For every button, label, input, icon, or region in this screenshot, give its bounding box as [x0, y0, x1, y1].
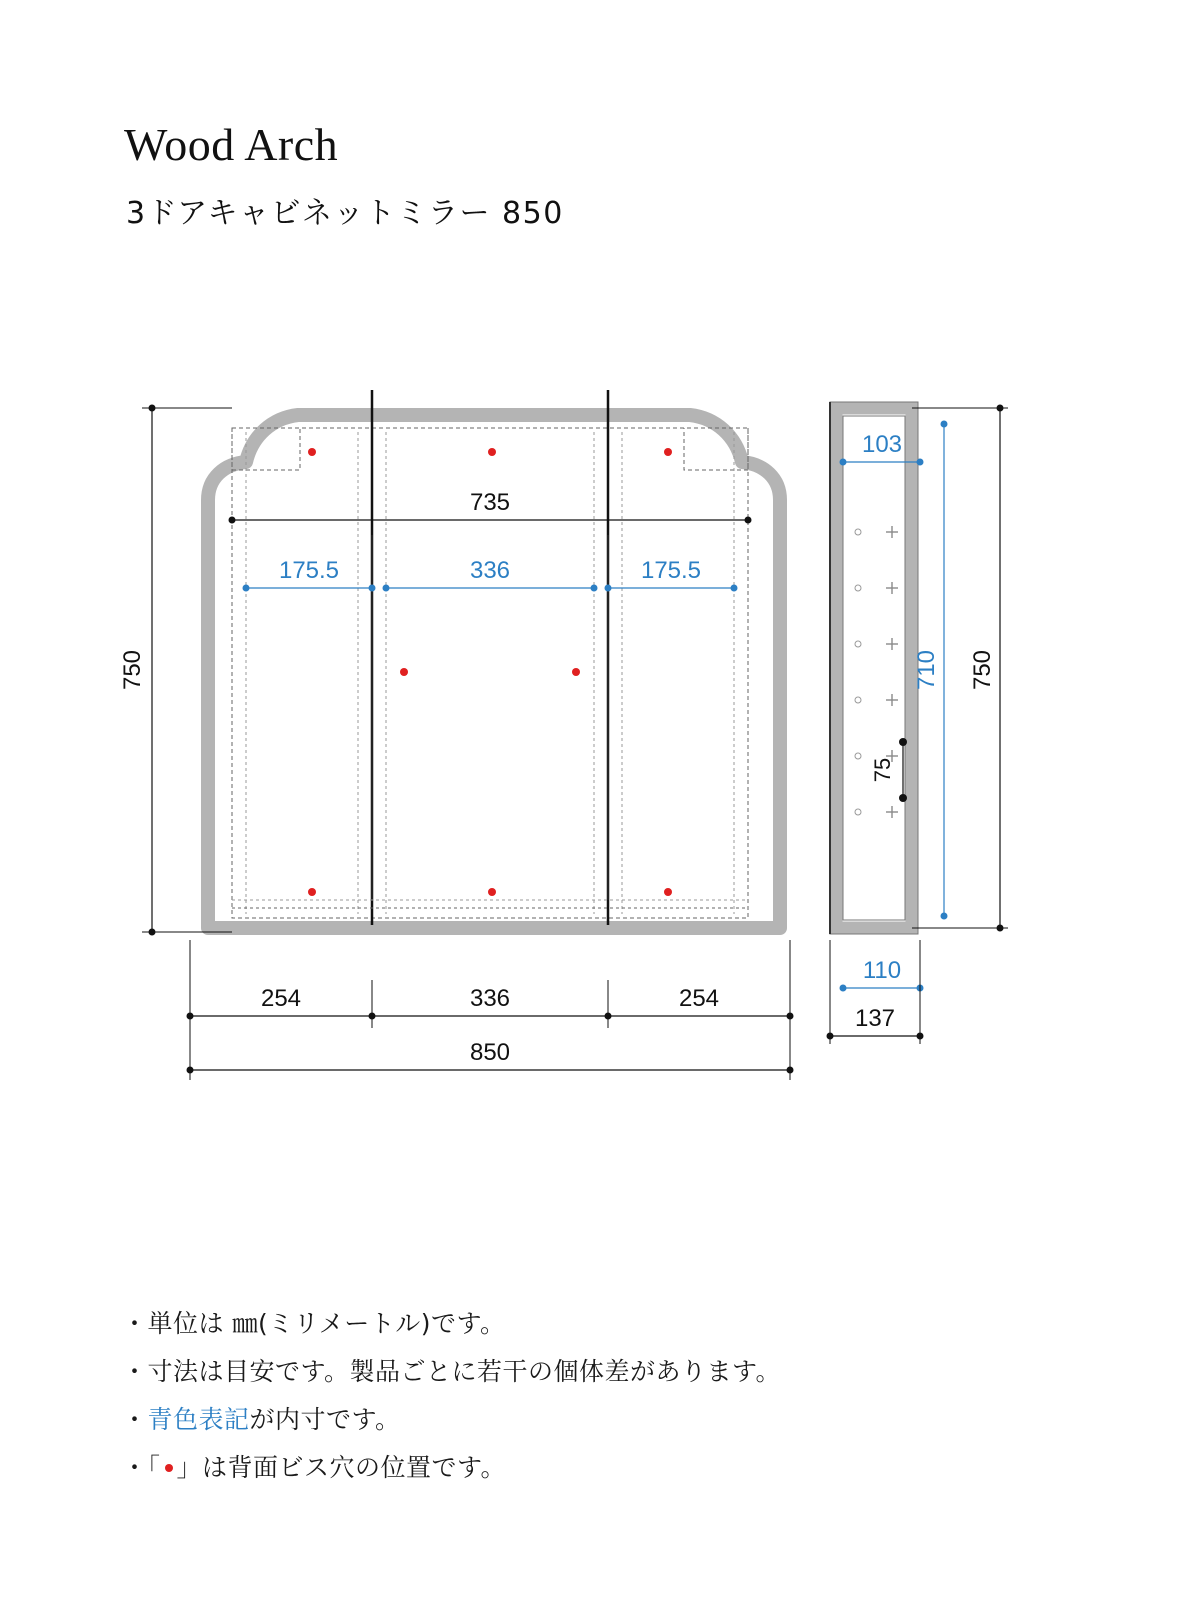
note-screw-post: 」は背面ビス穴の位置です。 — [176, 1453, 507, 1482]
screw-hole — [572, 668, 580, 676]
dim-endpoint — [243, 585, 250, 592]
dim-endpoint — [899, 794, 907, 802]
side-view-group — [827, 402, 1009, 1044]
note-unit: ・単位は ㎜(ミリメートル)です。 — [122, 1309, 506, 1338]
dim-endpoint — [591, 585, 598, 592]
cabinet-body-placeholder — [205, 409, 782, 928]
screw-hole — [400, 668, 408, 676]
dim-label-inner-depth-top: 103 — [861, 431, 903, 458]
page-title: Wood Arch — [124, 119, 339, 170]
page-subtitle: 3ドアキャビネットミラー 850 — [126, 196, 564, 231]
note-blue-rest: が内寸です。 — [249, 1405, 401, 1434]
side-cabinet-outline — [836, 408, 912, 928]
notes-block — [122, 1300, 781, 1492]
shelf-pin-hole — [855, 753, 861, 759]
note-screw-pre: ・「 — [122, 1453, 161, 1482]
note-screw-hole — [122, 1444, 781, 1492]
dim-endpoint — [731, 585, 738, 592]
dim-label-door-inner-right: 175.5 — [640, 557, 702, 584]
dim-label-door-outer-right: 254 — [678, 985, 720, 1012]
note-tolerance: ・寸法は目安です。製品ごとに若干の個体差があります。 — [122, 1357, 782, 1386]
dim-label-door-inner-center: 336 — [469, 557, 511, 584]
dim-label-door-outer-left: 254 — [260, 985, 302, 1012]
dim-endpoint — [745, 517, 752, 524]
dim-endpoint — [899, 738, 907, 746]
dim-endpoint — [917, 459, 924, 466]
dim-endpoint — [187, 1067, 194, 1074]
screw-hole — [488, 888, 496, 896]
dim-endpoint — [149, 405, 156, 412]
screw-hole — [664, 888, 672, 896]
shelf-pin-hole — [855, 641, 861, 647]
screw-hole — [308, 888, 316, 896]
dim-endpoint — [383, 585, 390, 592]
dim-endpoint — [369, 585, 376, 592]
note-blue-inner — [122, 1396, 781, 1444]
dim-endpoint — [941, 913, 948, 920]
dim-endpoint — [149, 929, 156, 936]
dim-endpoint — [605, 585, 612, 592]
dim-endpoint — [941, 421, 948, 428]
note-blue-highlight: 青色表記 — [147, 1405, 250, 1434]
screw-hole — [308, 448, 316, 456]
dim-label-inner-height: 710 — [913, 649, 940, 691]
dim-label-door-inner-left: 175.5 — [278, 557, 340, 584]
dim-label-side-total-height: 750 — [969, 649, 996, 691]
shelf-pin-hole — [855, 697, 861, 703]
dim-label-inner-depth-bottom: 110 — [862, 957, 902, 984]
screw-hole — [664, 448, 672, 456]
dim-endpoint — [787, 1067, 794, 1074]
dim-label-door-outer-center: 336 — [469, 985, 511, 1012]
side-inner-rect — [843, 416, 905, 920]
dim-label-height: 750 — [119, 649, 146, 691]
dim-label-total-width: 850 — [469, 1039, 511, 1066]
screw-hole-icon — [165, 1464, 173, 1472]
shelf-pin-hole — [855, 585, 861, 591]
dim-endpoint — [840, 985, 847, 992]
shelf-pin-hole — [855, 529, 861, 535]
dimension-drawing — [0, 380, 1200, 1100]
dim-endpoint — [840, 459, 847, 466]
dim-label-side-total-depth: 137 — [854, 1005, 896, 1032]
note-blue-label: ・ — [122, 1405, 148, 1434]
front-view-group — [119, 390, 794, 1080]
dim-label-inner-width: 735 — [469, 489, 511, 516]
screw-hole — [488, 448, 496, 456]
shelf-pin-hole — [855, 809, 861, 815]
dim-label-shelf-pitch: 75 — [870, 757, 895, 783]
dim-endpoint — [229, 517, 236, 524]
